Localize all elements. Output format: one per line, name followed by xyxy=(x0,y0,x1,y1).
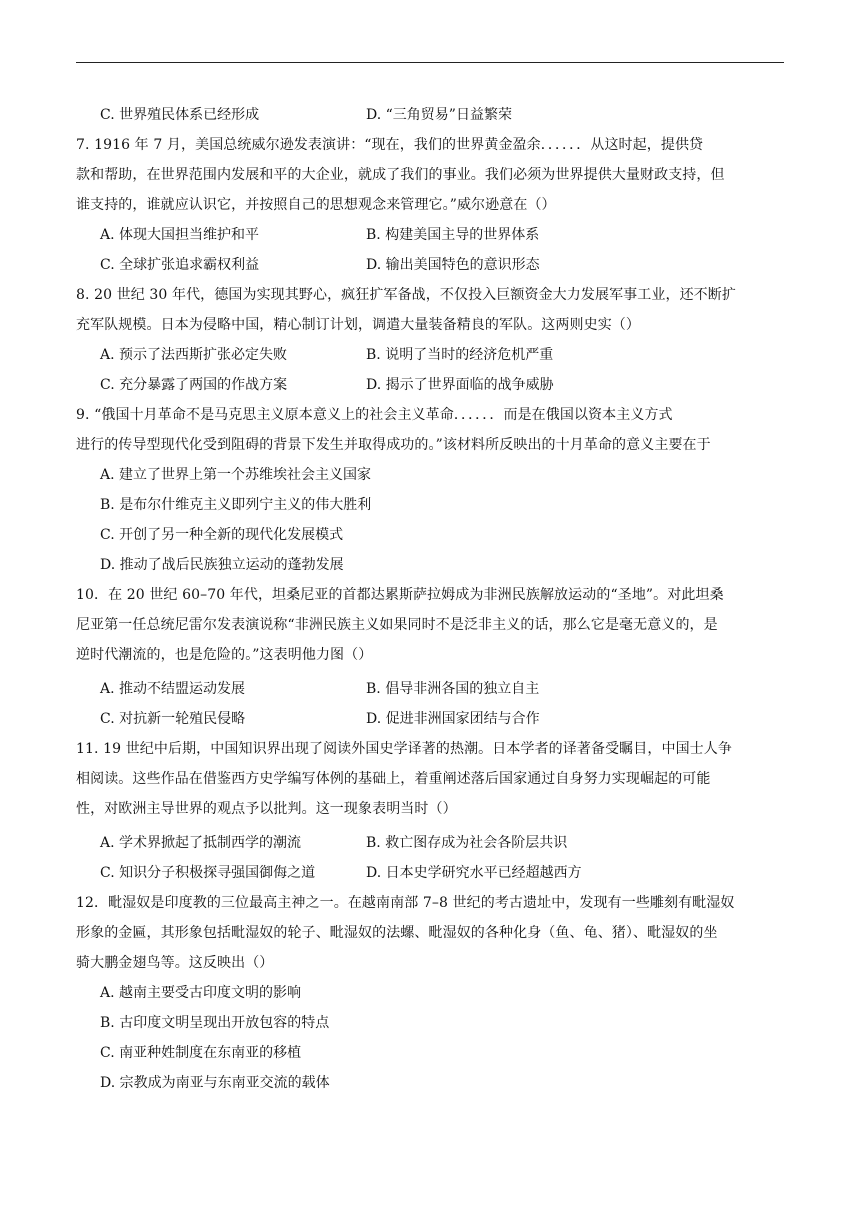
option-text: 预示了法西斯扩张必定失败 xyxy=(119,347,288,363)
option-text: 推动了战后民族独立运动的蓬勃发展 xyxy=(119,557,344,573)
option-text: 充分暴露了两国的作战方案 xyxy=(119,377,288,393)
option-b[interactable] xyxy=(76,490,786,520)
option-b[interactable] xyxy=(366,340,553,370)
option-letter: C. xyxy=(100,527,115,543)
option-letter: D. xyxy=(366,711,382,727)
question-7-options-row-2 xyxy=(76,250,786,280)
stem-line: 12．毗湿奴是印度教的三位最高主神之一。在越南南部 7–8 世纪的考古遗址中，发现有一些雕刻有毗湿奴 xyxy=(76,895,735,911)
option-letter: C. xyxy=(100,711,115,727)
stem-line: 7. 1916 年 7 月，美国总统威尔逊发表演讲：“现在，我们的世界黄金盈余．．．．．．从这时起，提供贷 xyxy=(76,137,704,153)
option-letter: D. xyxy=(366,257,382,273)
option-letter: C. xyxy=(100,107,115,123)
option-d[interactable] xyxy=(366,250,540,280)
option-b[interactable] xyxy=(366,220,539,250)
stem-line: 进行的传导型现代化受到阻碍的背景下发生并取得成功的。”该材料所反映出的十月革命的意义主要在于 xyxy=(76,437,711,453)
option-b[interactable] xyxy=(76,1008,786,1038)
option-text: 对抗新一轮殖民侵略 xyxy=(119,711,246,727)
option-b[interactable] xyxy=(366,828,567,858)
question-11-options-row-2 xyxy=(76,858,786,888)
option-letter: C. xyxy=(100,865,115,881)
question-7-stem xyxy=(76,130,786,220)
stem-line: 8. 20 世纪 30 年代，德国为实现其野心，疯狂扩军备战，不仅投入巨额资金大力发展军事工业，还不断扩 xyxy=(76,287,736,303)
question-10-options-row-2 xyxy=(76,704,786,734)
option-letter: B. xyxy=(100,1015,115,1031)
option-letter: D. xyxy=(366,377,382,393)
option-c[interactable] xyxy=(76,1038,786,1068)
option-letter: A. xyxy=(100,681,115,697)
option-c[interactable] xyxy=(76,520,786,550)
option-text: 构建美国主导的世界体系 xyxy=(385,227,540,243)
option-d[interactable] xyxy=(366,704,540,734)
question-7-options-row-1 xyxy=(76,220,786,250)
option-letter: A. xyxy=(100,227,115,243)
option-text: 是布尔什维克主义即列宁主义的伟大胜利 xyxy=(119,497,372,513)
option-text: “三角贸易”日益繁荣 xyxy=(385,107,512,123)
option-text: 救亡图存成为社会各阶层共识 xyxy=(385,835,568,851)
option-text: 促进非洲国家团结与合作 xyxy=(385,711,540,727)
question-11-options-row-1 xyxy=(76,828,786,858)
option-c[interactable] xyxy=(100,858,315,888)
option-letter: C. xyxy=(100,1045,115,1061)
option-letter: A. xyxy=(100,985,115,1001)
stem-line: 9. “俄国十月革命不是马克思主义原本意义上的社会主义革命．．．．．．而是在俄国以资本主义方式 xyxy=(76,407,673,423)
option-text: 宗教成为南亚与东南亚交流的载体 xyxy=(119,1075,330,1091)
option-text: 古印度文明呈现出开放包容的特点 xyxy=(119,1015,330,1031)
option-letter: B. xyxy=(366,835,381,851)
option-text: 知识分子积极探寻强国御侮之道 xyxy=(119,865,316,881)
option-b[interactable] xyxy=(366,674,539,704)
option-text: 建立了世界上第一个苏维埃社会主义国家 xyxy=(119,467,372,483)
option-text: 输出美国特色的意识形态 xyxy=(385,257,540,273)
header-rule xyxy=(76,62,784,63)
option-a[interactable] xyxy=(100,828,301,858)
question-12-stem xyxy=(76,888,786,978)
option-letter: B. xyxy=(100,497,115,513)
option-letter: A. xyxy=(100,467,115,483)
option-text: 全球扩张追求霸权利益 xyxy=(119,257,260,273)
option-letter: C. xyxy=(100,377,115,393)
stem-line: 11. 19 世纪中后期，中国知识界出现了阅读外国史学译著的热潮。日本学者的译著备受瞩目，中国士人争 xyxy=(76,741,732,757)
option-text: 日本史学研究水平已经超越西方 xyxy=(385,865,582,881)
option-text: 南亚种姓制度在东南亚的移植 xyxy=(119,1045,302,1061)
option-c[interactable] xyxy=(100,100,259,130)
option-letter: B. xyxy=(366,227,381,243)
option-text: 越南主要受古印度文明的影响 xyxy=(119,985,302,1001)
option-letter: B. xyxy=(366,347,381,363)
stem-line: 骑大鹏金翅鸟等。这反映出（） xyxy=(76,955,274,971)
stem-line: 10．在 20 世纪 60–70 年代，坦桑尼亚的首都达累斯萨拉姆成为非洲民族解放运动的“圣地”。对此坦桑 xyxy=(76,587,724,603)
option-c[interactable] xyxy=(100,250,259,280)
option-a[interactable] xyxy=(76,460,786,490)
option-text: 体现大国担当维护和平 xyxy=(119,227,260,243)
question-list xyxy=(76,100,786,1098)
option-d[interactable] xyxy=(366,370,554,400)
question-10-options-row-1 xyxy=(76,674,786,704)
stem-line: 相阅读。这些作品在借鉴西方史学编写体例的基础上，着重阐述落后国家通过自身努力实现崛起的可能 xyxy=(76,771,711,787)
option-d[interactable] xyxy=(366,858,582,888)
option-a[interactable] xyxy=(100,340,287,370)
option-a[interactable] xyxy=(100,674,245,704)
option-letter: D. xyxy=(100,557,116,573)
option-text: 世界殖民体系已经形成 xyxy=(119,107,260,123)
question-8-options-row-1 xyxy=(76,340,786,370)
option-letter: D. xyxy=(100,1075,116,1091)
stem-line: 尼亚第一任总统尼雷尔发表演说称“非洲民族主义如果同时不是泛非主义的话，那么它是毫无意义的，是 xyxy=(76,617,718,633)
option-letter: A. xyxy=(100,835,115,851)
question-8-stem xyxy=(76,280,786,340)
option-letter: D. xyxy=(366,865,382,881)
option-letter: B. xyxy=(366,681,381,697)
stem-line: 款和帮助，在世界范围内发展和平的大企业，就成了我们的事业。我们必须为世界提供大量财政支持，但 xyxy=(76,167,725,183)
option-text: 推动不结盟运动发展 xyxy=(119,681,246,697)
question-10-stem xyxy=(76,580,786,670)
stem-line: 逆时代潮流的，也是危险的。”这表明他力图（） xyxy=(76,647,373,663)
option-d[interactable] xyxy=(76,1068,786,1098)
option-c[interactable] xyxy=(100,370,287,400)
option-letter: D. xyxy=(366,107,382,123)
stem-line: 谁支持的，谁就应认识它，并按照自己的思想观念来管理它。”威尔逊意在（） xyxy=(76,197,556,213)
option-a[interactable] xyxy=(100,220,259,250)
option-text: 学术界掀起了抵制西学的潮流 xyxy=(119,835,302,851)
question-6-options-row-2 xyxy=(76,100,786,130)
option-letter: C. xyxy=(100,257,115,273)
option-a[interactable] xyxy=(76,978,786,1008)
option-text: 开创了另一种全新的现代化发展模式 xyxy=(119,527,344,543)
option-text: 倡导非洲各国的独立自主 xyxy=(385,681,540,697)
stem-line: 形象的金匾，其形象包括毗湿奴的轮子、毗湿奴的法螺、毗湿奴的各种化身（鱼、龟、猪）、毗湿奴的坐 xyxy=(76,925,718,941)
question-9-stem xyxy=(76,400,786,460)
question-11-stem xyxy=(76,734,786,824)
option-d[interactable] xyxy=(366,100,512,130)
option-letter: A. xyxy=(100,347,115,363)
option-text: 揭示了世界面临的战争威胁 xyxy=(385,377,554,393)
stem-line: 性，对欧洲主导世界的观点予以批判。这一现象表明当时（） xyxy=(76,801,457,817)
option-text: 说明了当时的经济危机严重 xyxy=(385,347,554,363)
stem-line: 充军队规模。日本为侵略中国，精心制订计划，调遣大量装备精良的军队。这两则史实（） xyxy=(76,317,640,333)
option-c[interactable] xyxy=(100,704,245,734)
option-d[interactable] xyxy=(76,550,786,580)
question-8-options-row-2 xyxy=(76,370,786,400)
